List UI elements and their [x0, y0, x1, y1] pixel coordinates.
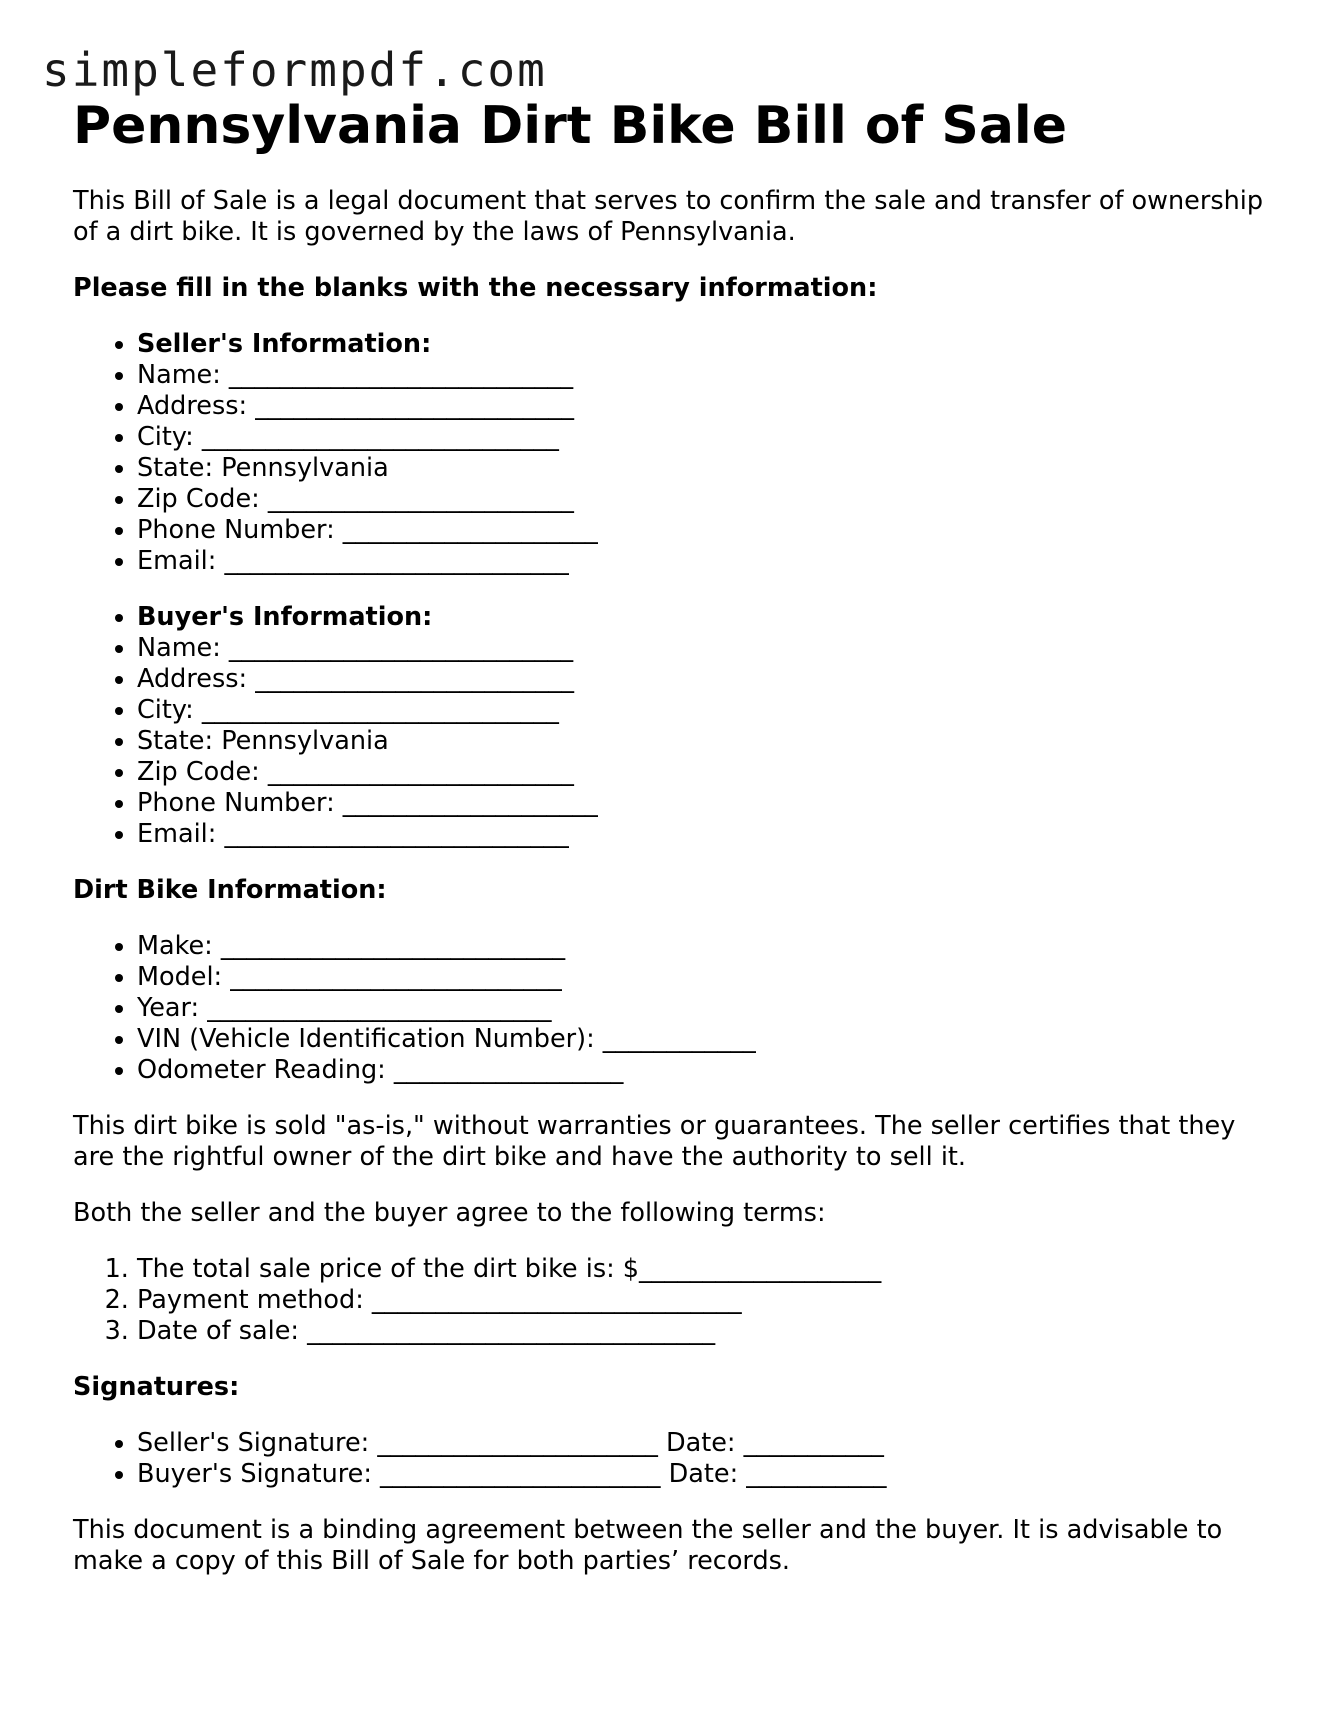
buyer-city-field: • City: ____________________________ — [137, 695, 1273, 726]
as-is-paragraph: This dirt bike is sold "as-is," without warranties or guarantees. The seller certifies that they are the rightful owner of the dirt bike and have the authority to sell it. — [73, 1111, 1236, 1172]
buyer-email-field: • Email: ___________________________ — [137, 819, 1273, 850]
seller-address-field: • Address: _________________________ — [137, 391, 1273, 422]
buyer-address-field: • Address: _________________________ — [137, 664, 1273, 695]
signatures-list — [73, 1428, 1273, 1490]
signatures-heading: Signatures: — [73, 1372, 240, 1402]
seller-state-field: • State: Pennsylvania — [137, 453, 1273, 484]
seller-info-heading: • Seller's Information: — [137, 329, 1273, 360]
term-sale-price: 1. The total sale price of the dirt bike is: $___________________ — [137, 1254, 1273, 1285]
intro-paragraph: This Bill of Sale is a legal document that serves to confirm the sale and transfer of ownership of a dirt bike. It is governed by the laws of Pennsylvania. — [73, 186, 1264, 247]
term-date-of-sale: 3. Date of sale: ________________________________ — [137, 1316, 1273, 1347]
buyer-name-field: • Name: ___________________________ — [137, 633, 1273, 664]
bike-info-heading: Dirt Bike Information: — [73, 875, 387, 905]
site-watermark: simpleformpdf.com — [42, 43, 547, 97]
bike-info-list — [73, 931, 1273, 1086]
bike-make-field: • Make: ___________________________ — [137, 931, 1273, 962]
document-body — [73, 94, 1273, 1577]
buyer-zip-field: • Zip Code: ________________________ — [137, 757, 1273, 788]
seller-email-field: • Email: ___________________________ — [137, 546, 1273, 577]
document-title: Pennsylvania Dirt Bike Bill of Sale — [73, 96, 1068, 156]
seller-city-field: • City: ____________________________ — [137, 422, 1273, 453]
buyer-info-heading: • Buyer's Information: — [137, 602, 1273, 633]
terms-intro: Both the seller and the buyer agree to the following terms: — [73, 1198, 826, 1228]
seller-info-list — [73, 329, 1273, 577]
bike-odometer-field: • Odometer Reading: __________________ — [137, 1055, 1273, 1086]
fill-instructions: Please fill in the blanks with the necessary information: — [73, 273, 878, 303]
bike-model-field: • Model: __________________________ — [137, 962, 1273, 993]
seller-signature-line: • Seller's Signature: ______________________ Date: ___________ — [137, 1428, 1273, 1459]
bike-vin-field: • VIN (Vehicle Identification Number): ____________ — [137, 1024, 1273, 1055]
buyer-signature-line: • Buyer's Signature: ______________________ Date: ___________ — [137, 1459, 1273, 1490]
terms-list — [73, 1254, 1273, 1347]
bike-year-field: • Year: ___________________________ — [137, 993, 1273, 1024]
seller-zip-field: • Zip Code: ________________________ — [137, 484, 1273, 515]
buyer-state-field: • State: Pennsylvania — [137, 726, 1273, 757]
closing-paragraph: This document is a binding agreement between the seller and the buyer. It is advisable to make a copy of this Bill of Sale for both parties’ records. — [73, 1515, 1223, 1576]
buyer-phone-field: • Phone Number: ____________________ — [137, 788, 1273, 819]
seller-name-field: • Name: ___________________________ — [137, 360, 1273, 391]
term-payment-method: 2. Payment method: _____________________________ — [137, 1285, 1273, 1316]
seller-phone-field: • Phone Number: ____________________ — [137, 515, 1273, 546]
buyer-info-list — [73, 602, 1273, 850]
